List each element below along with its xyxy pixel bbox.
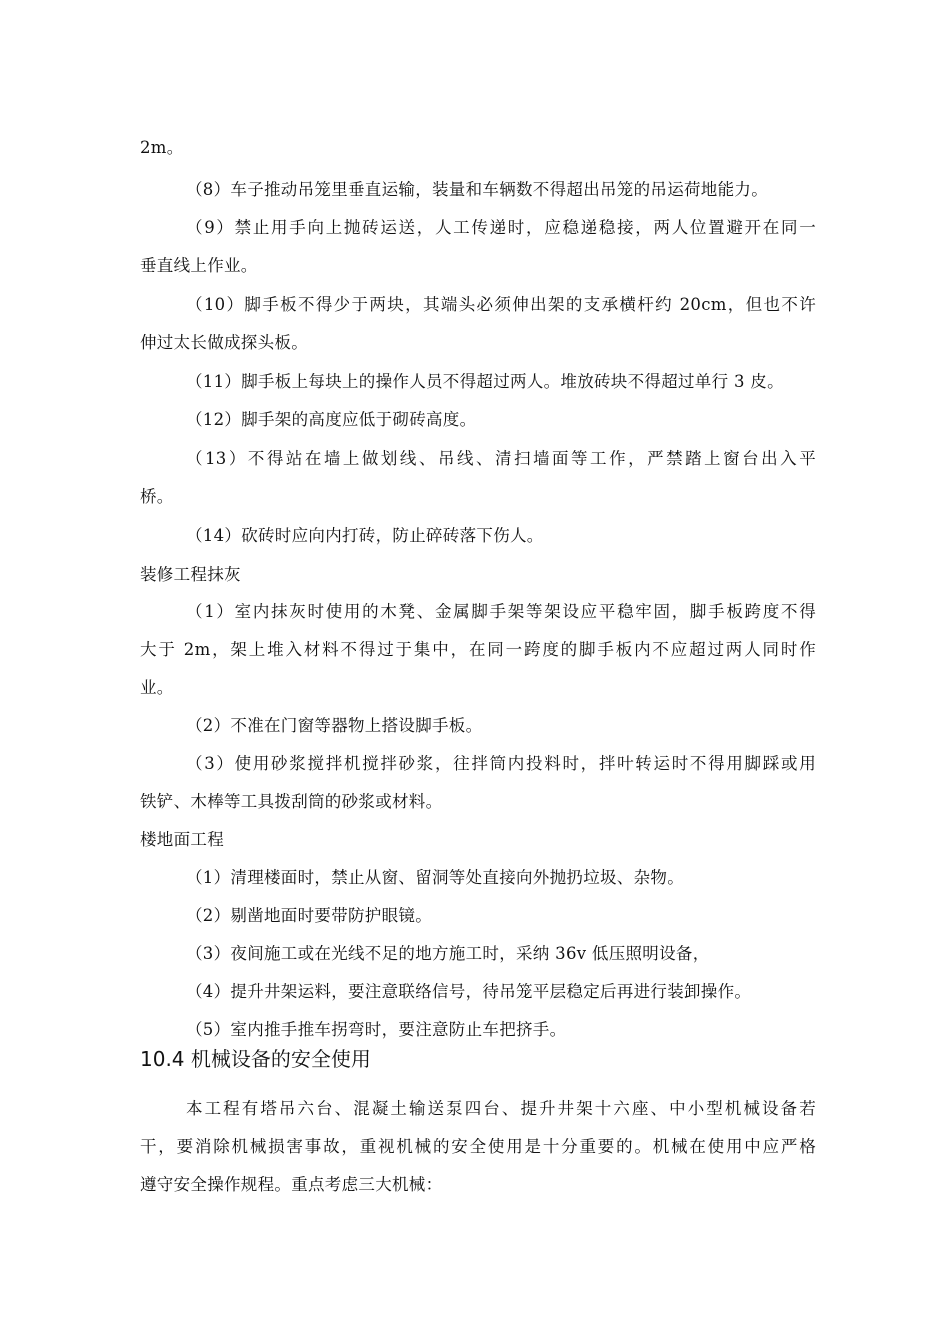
- section-heading: 10.4 机械设备的安全使用: [140, 1047, 371, 1071]
- text-line: 伸过太长做成探头板。: [140, 333, 308, 352]
- text-line: （9）禁止用手向上抛砖运送，人工传递时，应稳递稳接，两人位置避开在同一: [186, 218, 816, 237]
- text-line: （1）清理楼面时，禁止从窗、留洞等处直接向外抛扔垃圾、杂物。: [186, 868, 684, 887]
- text-line: 铁铲、木棒等工具拨刮筒的砂浆或材料。: [140, 792, 443, 811]
- subsection-title: 楼地面工程: [140, 830, 224, 849]
- text-line: （1）室内抹灰时使用的木凳、金属脚手架等架设应平稳牢固，脚手板跨度不得: [186, 602, 816, 621]
- text-line: 本工程有塔吊六台、混凝土输送泵四台、提升井架十六座、中小型机械设备若: [186, 1099, 816, 1118]
- text-line: （12）脚手架的高度应低于砌砖高度。: [186, 410, 477, 429]
- text-line: （14）砍砖时应向内打砖，防止碎砖落下伤人。: [186, 526, 544, 545]
- text-line: 桥。: [140, 487, 174, 506]
- text-line: （2）不准在门窗等器物上搭设脚手板。: [186, 716, 483, 735]
- text-line: （13）不得站在墙上做划线、吊线、清扫墙面等工作，严禁踏上窗台出入平: [186, 449, 816, 468]
- text-line: 2m。: [140, 138, 184, 157]
- subsection-title: 装修工程抹灰: [140, 565, 241, 584]
- text-line: （3）使用砂浆搅拌机搅拌砂浆，往拌筒内投料时，拌叶转运时不得用脚踩或用: [186, 754, 816, 773]
- text-line: 遵守安全操作规程。重点考虑三大机械：: [140, 1175, 443, 1194]
- text-line: （8）车子推动吊笼里垂直运输，装量和车辆数不得超出吊笼的吊运荷地能力。: [186, 180, 768, 199]
- text-line: （10）脚手板不得少于两块，其端头必须伸出架的支承横杆约 20cm，但也不许: [186, 295, 816, 314]
- text-line: 大于 2m，架上堆入材料不得过于集中，在同一跨度的脚手板内不应超过两人同时作: [140, 640, 816, 659]
- text-line: （2）剔凿地面时要带防护眼镜。: [186, 906, 432, 925]
- text-line: 垂直线上作业。: [140, 256, 258, 275]
- text-line: （11）脚手板上每块上的操作人员不得超过两人。堆放砖块不得超过单行 3 皮。: [186, 372, 784, 391]
- text-line: （3）夜间施工或在光线不足的地方施工时，采纳 36v 低压照明设备，: [186, 944, 710, 963]
- text-line: 业。: [140, 678, 174, 697]
- text-line: （4）提升井架运料，要注意联络信号，待吊笼平层稳定后再进行装卸操作。: [186, 982, 752, 1001]
- text-line: （5）室内推手推车拐弯时，要注意防止车把挤手。: [186, 1020, 567, 1039]
- text-line: 干，要消除机械损害事故，重视机械的安全使用是十分重要的。机械在使用中应严格: [140, 1137, 816, 1156]
